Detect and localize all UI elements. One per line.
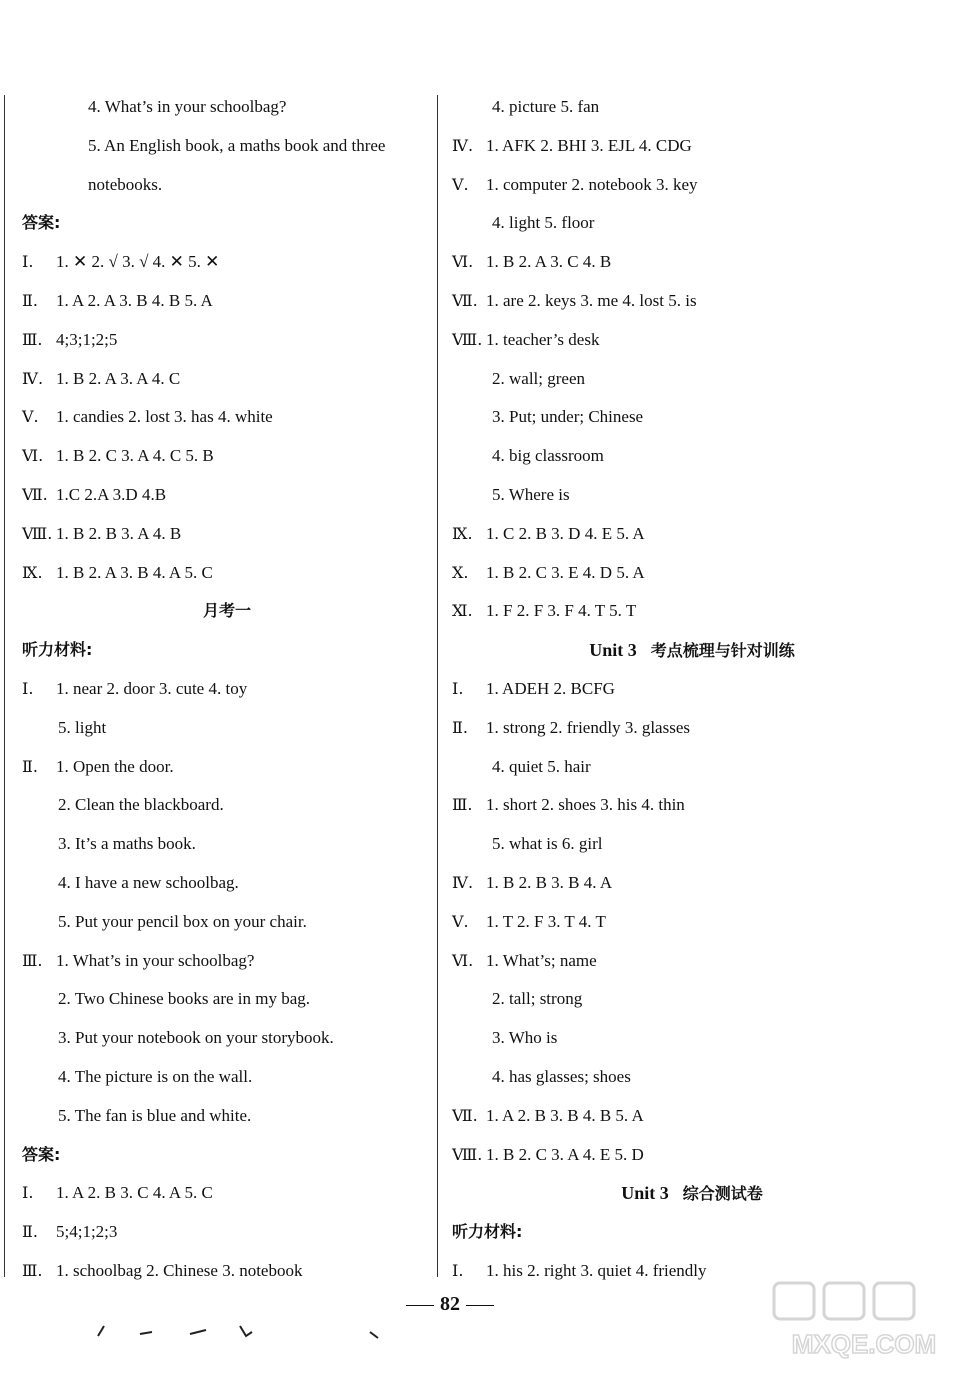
scan-artifacts (90, 1318, 410, 1342)
roman-numeral: Ⅷ. (22, 523, 53, 543)
answer-text: 1. teacher’s desk (486, 329, 600, 349)
answer-text: 2. Clean the blackboard. (58, 795, 224, 815)
answer-line (452, 282, 932, 321)
answer-text: 4. I have a new schoolbag. (58, 872, 239, 892)
roman-numeral: Ⅲ. (22, 329, 43, 349)
roman-numeral: Ⅷ. (452, 1144, 483, 1164)
roman-numeral: Ⅱ. (22, 1222, 38, 1242)
answer-text: 3. Who is (492, 1028, 558, 1048)
answer-line (22, 127, 432, 166)
answer-text: 3. Put; under; Chinese (492, 407, 644, 427)
left-margin-rule (4, 95, 5, 1277)
answer-line (22, 825, 432, 864)
answer-text: 1.C 2.A 3.D 4.B (56, 484, 167, 504)
roman-numeral: Ⅱ. (22, 756, 38, 776)
answer-line (452, 825, 932, 864)
roman-numeral: Ⅷ. (452, 329, 483, 349)
answer-text: 5. The fan is blue and white. (58, 1105, 252, 1125)
answer-text: 1. strong 2. friendly 3. glasses (486, 717, 690, 737)
answer-line (452, 864, 932, 903)
answer-text: 1. Open the door. (56, 756, 174, 776)
roman-numeral: Ⅱ. (22, 290, 38, 310)
answer-text: 1. A 2. B 3. C 4. A 5. C (56, 1183, 213, 1203)
answer-text: 1. B 2. C 3. A 4. E 5. D (486, 1144, 644, 1164)
roman-numeral: Ⅹ. (452, 562, 469, 582)
answer-text: 1. ✕ 2. √ 3. √ 4. ✕ 5. ✕ (56, 252, 220, 272)
page-number-text: 82 (440, 1293, 460, 1315)
roman-numeral: Ⅶ. (22, 484, 48, 504)
answer-text: 1. C 2. B 3. D 4. E 5. A (486, 523, 645, 543)
answer-text: 1. B 2. C 3. E 4. D 5. A (486, 562, 645, 582)
roman-numeral: Ⅰ. (22, 252, 34, 272)
section-heading: 答案: (22, 1144, 61, 1164)
answer-line (22, 554, 432, 593)
answer-text: 1. A 2. A 3. B 4. B 5. A (56, 290, 213, 310)
answer-text: 1. ADEH 2. BCFG (486, 678, 615, 698)
section-title-text: 月考一 (202, 601, 251, 621)
answer-line (22, 1174, 432, 1213)
answer-text: 1. his 2. right 3. quiet 4. friendly (486, 1260, 707, 1280)
left-column (22, 88, 432, 1291)
page-number (0, 1293, 900, 1316)
section-title-text: 综合测试卷 (682, 1184, 763, 1204)
answer-text: 3. Put your notebook on your storybook. (58, 1028, 334, 1048)
answer-line (22, 88, 432, 127)
roman-numeral: Ⅳ. (452, 135, 474, 155)
answer-line (452, 1058, 932, 1097)
answer-text: 5. what is 6. girl (492, 834, 603, 854)
answer-line (22, 398, 432, 437)
answer-line (452, 709, 932, 748)
roman-numeral: Ⅰ. (22, 678, 34, 698)
section-heading: 答案: (22, 213, 61, 233)
answer-line (22, 1097, 432, 1136)
roman-numeral: Ⅱ. (452, 717, 468, 737)
answer-text: 4. quiet 5. hair (492, 756, 591, 776)
roman-numeral: Ⅲ. (452, 795, 473, 815)
answer-text: 1. What’s; name (486, 950, 597, 970)
watermark-logo (769, 1281, 959, 1361)
answer-line (452, 592, 932, 631)
answer-line (452, 903, 932, 942)
answer-text: 1. are 2. keys 3. me 4. lost 5. is (486, 290, 697, 310)
answer-text: 5. An English book, a maths book and three (88, 135, 386, 155)
answer-line (22, 980, 432, 1019)
answer-line (452, 980, 932, 1019)
roman-numeral: Ⅰ. (452, 1260, 464, 1280)
answer-line (452, 942, 932, 981)
roman-numeral: Ⅴ. (22, 407, 39, 427)
answer-text: 5. Put your pencil box on your chair. (58, 911, 307, 931)
column-divider (437, 95, 438, 1277)
answer-text: 1. B 2. A 3. A 4. C (56, 368, 181, 388)
answer-text: 5;4;1;2;3 (56, 1222, 118, 1242)
answer-text: 1. computer 2. notebook 3. key (486, 174, 698, 194)
section-title (452, 1174, 932, 1213)
answer-text: 1. B 2. C 3. A 4. C 5. B (56, 446, 214, 466)
answer-text: 5. light (58, 717, 107, 737)
answer-text: 2. tall; strong (492, 989, 583, 1009)
roman-numeral: Ⅵ. (452, 950, 474, 970)
answer-text: 1. short 2. shoes 3. his 4. thin (486, 795, 685, 815)
answer-line (22, 166, 432, 205)
answer-line (22, 1058, 432, 1097)
roman-numeral: Ⅸ. (452, 523, 473, 543)
answer-line (22, 437, 432, 476)
answer-text: 4;3;1;2;5 (56, 329, 118, 349)
answer-line (22, 1019, 432, 1058)
answer-text: 1. T 2. F 3. T 4. T (486, 911, 606, 931)
answer-line (22, 243, 432, 282)
answer-line (452, 786, 932, 825)
answer-line (22, 476, 432, 515)
answer-text: 2. Two Chinese books are in my bag. (58, 989, 311, 1009)
answer-line (22, 786, 432, 825)
roman-numeral: Ⅰ. (452, 678, 464, 698)
answer-line (452, 88, 932, 127)
roman-numeral: Ⅵ. (22, 446, 44, 466)
roman-numeral: Ⅴ. (452, 174, 469, 194)
answer-text: 1. B 2. A 3. C 4. B (486, 252, 612, 272)
section-title-unit: Unit 3 (621, 1183, 669, 1204)
answer-line (452, 476, 932, 515)
answer-line (452, 1136, 932, 1175)
answer-line (452, 360, 932, 399)
answer-line (452, 515, 932, 554)
roman-numeral: Ⅶ. (452, 1105, 478, 1125)
answer-line (452, 1019, 932, 1058)
answer-line (22, 748, 432, 787)
answer-text: 4. has glasses; shoes (492, 1066, 631, 1086)
section-heading: 听力材料: (22, 640, 93, 660)
answer-line (22, 515, 432, 554)
section-heading: 听力材料: (452, 1222, 523, 1242)
roman-numeral: Ⅲ. (22, 1260, 43, 1280)
answer-line (22, 321, 432, 360)
answer-line (452, 670, 932, 709)
answer-text: 1. B 2. A 3. B 4. A 5. C (56, 562, 213, 582)
answer-text: 4. light 5. floor (492, 213, 595, 233)
answer-text: 4. The picture is on the wall. (58, 1066, 253, 1086)
answer-text: 5. Where is (492, 484, 570, 504)
answer-line (22, 1213, 432, 1252)
answer-line (22, 1252, 432, 1291)
svg-text:MXQE.COM: MXQE.COM (791, 1329, 937, 1359)
answer-line (452, 398, 932, 437)
roman-numeral: Ⅴ. (452, 911, 469, 931)
answer-line (452, 127, 932, 166)
roman-numeral: Ⅺ. (452, 601, 473, 621)
roman-numeral: Ⅲ. (22, 950, 43, 970)
answer-line (452, 166, 932, 205)
answer-line (452, 204, 932, 243)
answer-text: 1. candies 2. lost 3. has 4. white (56, 407, 273, 427)
answer-line (22, 864, 432, 903)
answer-line (452, 437, 932, 476)
roman-numeral: Ⅸ. (22, 562, 43, 582)
section-title (452, 631, 932, 670)
roman-numeral: Ⅶ. (452, 290, 478, 310)
answer-line (452, 243, 932, 282)
answer-line (452, 321, 932, 360)
answer-text: 1. AFK 2. BHI 3. EJL 4. CDG (486, 135, 692, 155)
section-title (22, 592, 432, 631)
answer-line (22, 942, 432, 981)
answer-line (452, 1097, 932, 1136)
roman-numeral: Ⅳ. (22, 368, 44, 388)
answer-line (22, 360, 432, 399)
right-column (452, 88, 932, 1291)
answer-text: 2. wall; green (492, 368, 585, 388)
answer-text: 4. picture 5. fan (492, 97, 600, 116)
roman-numeral: Ⅵ. (452, 252, 474, 272)
answer-text: 4. big classroom (492, 446, 604, 466)
answer-line (22, 670, 432, 709)
answer-line (452, 748, 932, 787)
answer-text: 1. B 2. B 3. B 4. A (486, 872, 613, 892)
answer-text: 1. What’s in your schoolbag? (56, 950, 255, 970)
answer-text: 3. It’s a maths book. (58, 834, 196, 854)
answer-text: 1. B 2. B 3. A 4. B (56, 523, 182, 543)
answer-line (452, 554, 932, 593)
answer-text: 1. A 2. B 3. B 4. B 5. A (486, 1105, 644, 1125)
answer-text: 1. schoolbag 2. Chinese 3. notebook (56, 1260, 303, 1280)
roman-numeral: Ⅳ. (452, 872, 474, 892)
answer-text: notebooks. (88, 174, 163, 194)
roman-numeral: Ⅰ. (22, 1183, 34, 1203)
answer-line (22, 903, 432, 942)
answer-line (22, 709, 432, 748)
answer-text: 4. What’s in your schoolbag? (88, 97, 287, 116)
section-title-text: 考点梳理与针对训练 (650, 641, 795, 661)
section-title-unit: Unit 3 (589, 640, 637, 661)
answer-text: 1. F 2. F 3. F 4. T 5. T (486, 601, 637, 621)
answer-line (22, 282, 432, 321)
answer-text: 1. near 2. door 3. cute 4. toy (56, 678, 248, 698)
